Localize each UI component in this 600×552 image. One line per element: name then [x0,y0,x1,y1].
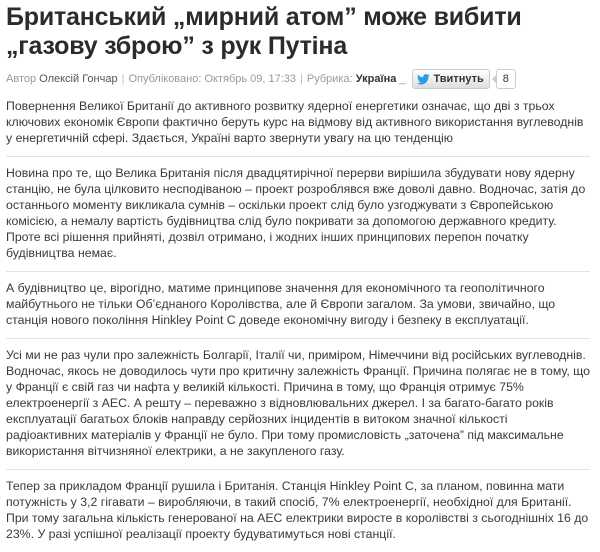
article-paragraph: А будівництво це, вірогідно, матиме принципове значення для економічного та геополітичного майбутнього не тільки Об’єднаного Королівства, але й Європи загалом. За умови, звичайно, що станція нового покоління Hinkley Point C доведе економічну вигоду і безпеку в експлуатації. [6,271,590,338]
tweet-button-label: Твитнуть [433,73,484,85]
meta-separator: | [121,73,125,85]
article-paragraph: Новина про те, що Велика Британія після двадцятирічної перерви вирішила збудувати нову ядерну станцію, не була цілковито несподіваною – проект розроблявся вже доволі давно. Водночас, затія до останнього моменту викликала сумнів – оскільки проект слід було узгоджувати з Європейською комісією, а немалу вартість будівництва слід було покривати за допомогою державного кредиту. Проте всі рішення прийняті, дозвіл отримано, і жодних інших принципових перепон початку будівництва немає. [6,156,590,271]
tweet-button[interactable] [412,69,489,89]
article-paragraph: Тепер за прикладом Франції рушила і Британія. Станція Hinkley Point C, за планом, повинна мати потужність у 3,2 гігавати – виробляючи, в такий спосіб, 7% електроенергії, необхідної для Британії. При тому загальна кількість генерованої на АЕС електрики виросте в королівстві з сьогоднішніх 16 до 23%. У разі успішної реалізації проекту будуватимуться нові станції. [6,469,590,552]
article-title: Британський „мирний атом” може вибити „газову зброю” з рук Путіна [6,3,522,60]
tweet-count: 8 [496,69,516,89]
meta-separator: | [300,73,303,85]
rubric-link[interactable]: Україна [355,73,397,85]
author-label: Автор [6,73,37,85]
article-paragraph: Усі ми не раз чули про залежність Болгарії, Італії чи, приміром, Німеччини від російських вуглеводнів. Водночас, якось не доводилось чути про критичну залежність Франції. Причина полягає не в тому, що у Франції є свій газ чи нафта у великій кількості. Причина в тому, що Франція отримує 75% електроенергії з АЕС. А решту – переважно з відновлювальних джерел. І за багато-багато років експлуатації багатьох блоків направду серйозних інцидентів в витоком значної кількості радіоактивних матеріалів у Франції не було. При тому промисловість „заточена” під максимальне використання вітчизняної електрики, а не закупленого газу. [6,338,590,469]
published-label: Опубліковано: [128,73,202,85]
author-name[interactable]: Олексій Гончар [39,73,118,85]
rubric-label: Рубрика: [306,73,353,85]
published-date: Октябрь 09, 17:33 [204,73,297,85]
twitter-bird-icon [417,74,430,85]
article-paragraph: Повернення Великої Британії до активного розвитку ядерної енергетики означає, що дві з трьох ключових економік Європи фактично беруть курс на відмову від активного використання вуглеводнів у енергетичній сфері. Здається, Україні варто звернути увагу на цю тенденцію [6,99,584,145]
article-body [6,98,590,552]
rubric-suffix: _ [399,73,406,85]
article-meta [6,67,590,91]
